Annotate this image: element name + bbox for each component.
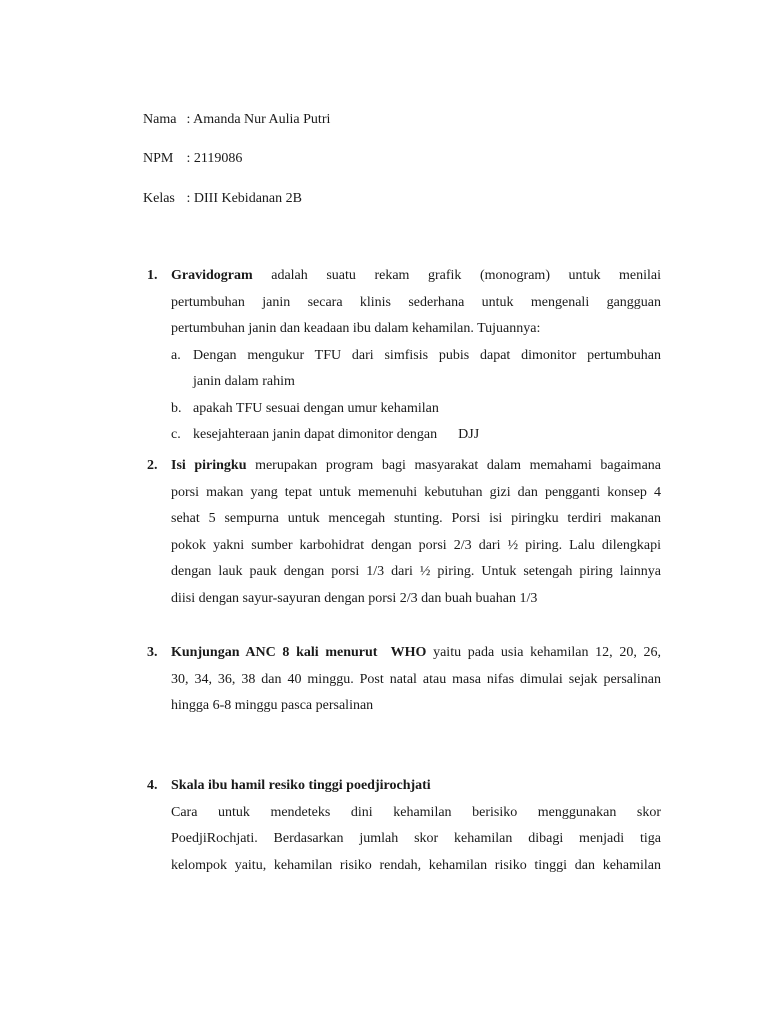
- item-line: dengan lauk pauk dengan porsi 1/3 dari ½ piring. Untuk setengah piring lainnya: [171, 564, 661, 579]
- subitem-line: kesejahteraan janin dapat dimonitor dengan DJJ: [193, 427, 480, 442]
- item-number: 1.: [147, 268, 158, 283]
- item-line: [171, 640, 661, 667]
- subitem-line: Dengan mengukur TFU dari simfisis pubis dapat dimonitor pertumbuhan: [193, 347, 661, 363]
- item-line: Cara untuk mendeteks dini kehamilan berisiko menggunakan skor: [171, 804, 661, 820]
- item-title: Kunjungan ANC 8 kali menurut WHO: [171, 645, 427, 660]
- subitem-b: [171, 396, 661, 423]
- item-line: kelompok yaitu, kehamilan risiko rendah, kehamilan risiko tinggi dan kehamilan: [171, 857, 661, 873]
- item-title: Gravidogram: [171, 268, 253, 283]
- kelas-field: [143, 189, 302, 209]
- item-number: 2.: [147, 458, 158, 473]
- item-line: pertumbuhan janin secara klinis sederhana untuk mengenali gangguan: [171, 294, 661, 310]
- list-item-2: [147, 453, 661, 612]
- kelas-value: : DIII Kebidanan 2B: [186, 191, 302, 206]
- item-line: [171, 453, 661, 480]
- item-line: porsi makan yang tepat untuk memenuhi kebutuhan gizi dan pengganti konsep 4: [171, 484, 661, 500]
- subitem-line: janin dalam rahim: [193, 374, 295, 389]
- npm-label: NPM: [143, 151, 174, 166]
- item-text: yaitu pada usia kehamilan 12, 20, 26,: [433, 645, 662, 660]
- nama-label: Nama: [143, 112, 177, 127]
- list-item-4: [147, 773, 661, 879]
- item-line: [171, 773, 661, 800]
- item-line: pertumbuhan janin dan keadaan ibu dalam kehamilan. Tujuannya:: [171, 321, 541, 336]
- item-line: sehat 5 sempurna untuk mencegah stunting. Porsi isi piringku terdiri makanan: [171, 511, 661, 526]
- item-text: merupakan program bagi masyarakat dalam memahami bagaimana: [255, 458, 661, 473]
- subitem-line: apakah TFU sesuai dengan umur kehamilan: [193, 400, 439, 416]
- list-item-1: [147, 263, 661, 449]
- list-item-3: [147, 640, 661, 720]
- item-line: hingga 6-8 minggu pasca persalinan: [171, 698, 374, 713]
- subitem-letter: c.: [171, 427, 181, 442]
- subitem-letter: b.: [171, 400, 182, 416]
- item-line: pokok yakni sumber karbohidrat dengan porsi 2/3 dari ½ piring. Lalu dilengkapi: [171, 537, 661, 553]
- nama-value: : Amanda Nur Aulia Putri: [186, 112, 331, 127]
- item-line: [171, 263, 661, 290]
- nama-field: [143, 110, 330, 130]
- item-text: adalah suatu rekam grafik (monogram) untuk menilai: [271, 268, 661, 283]
- item-number: 3.: [147, 645, 158, 660]
- item-title: Isi piringku: [171, 458, 247, 473]
- subitem-a: [171, 343, 661, 396]
- subitem-letter: a.: [171, 347, 181, 363]
- item-line: PoedjiRochjati. Berdasarkan jumlah skor kehamilan dibagi menjadi tiga: [171, 831, 661, 846]
- item-title: Skala ibu hamil resiko tinggi poedjirochjati: [171, 778, 431, 793]
- npm-field: [143, 149, 242, 169]
- item-line: 30, 34, 36, 38 dan 40 minggu. Post natal atau masa nifas dimulai sejak persalinan: [171, 671, 661, 687]
- npm-value: : 2119086: [186, 151, 243, 166]
- subitem-c: [171, 422, 661, 449]
- item-line: diisi dengan sayur-sayuran dengan porsi 2/3 dan buah buahan 1/3: [171, 590, 538, 606]
- item-number: 4.: [147, 778, 158, 793]
- kelas-label: Kelas: [143, 191, 175, 206]
